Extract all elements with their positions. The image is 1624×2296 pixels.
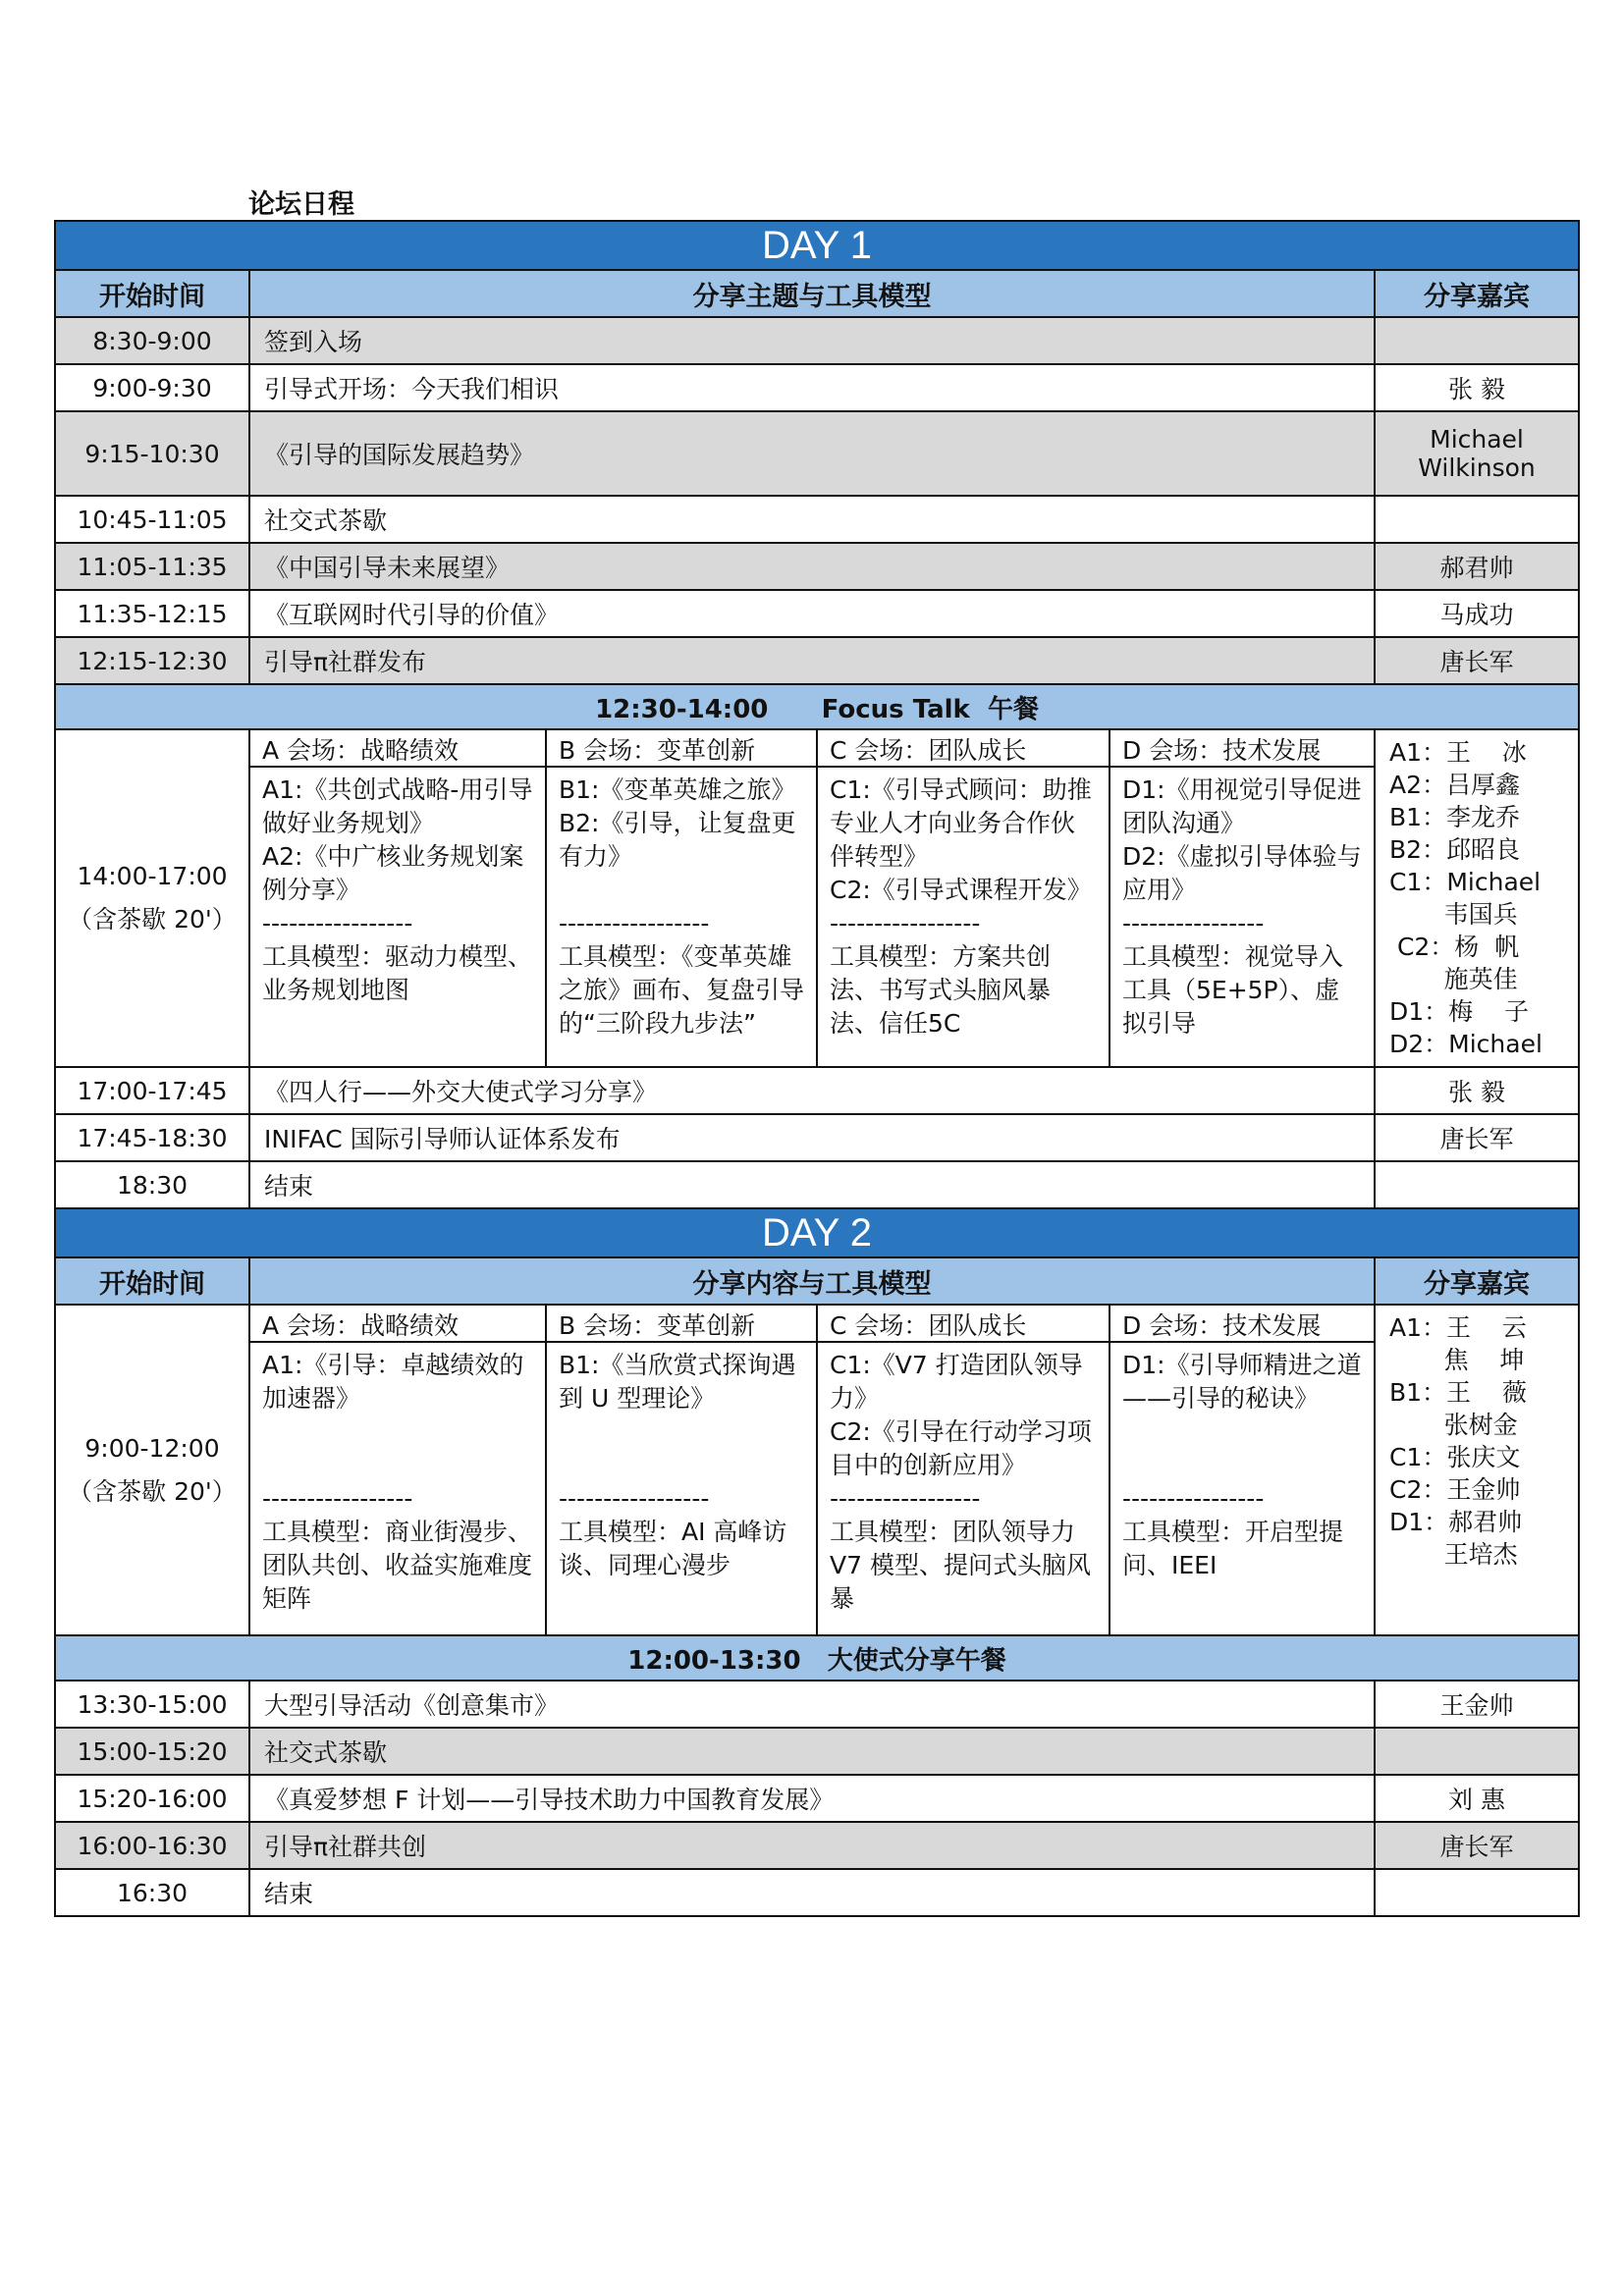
lunch-row	[55, 684, 1579, 729]
header-time: 开始时间	[55, 270, 249, 317]
venue-a-cell	[249, 1305, 546, 1635]
tool-models: 工具模型：AI 高峰访谈、同理心漫步	[559, 1518, 787, 1579]
speaker-cell: 马成功	[1375, 590, 1579, 637]
topic-cell: 结束	[249, 1869, 1375, 1916]
schedule-row	[55, 317, 1579, 364]
time-cell: 9:15-10:30	[55, 411, 249, 496]
header-speaker: 分享嘉宾	[1375, 270, 1579, 317]
speaker-cell: 张 毅	[1375, 1067, 1579, 1114]
schedule-table	[54, 220, 1580, 1917]
schedule-row	[55, 411, 1579, 496]
breakout-row	[55, 729, 1579, 1067]
divider-dashes: ----------------	[1122, 909, 1265, 937]
session-list: C1:《引导式顾问：助推专业人才向业务合作伙伴转型》 C2:《引导式课程开发》	[830, 775, 1092, 904]
header-topic: 分享内容与工具模型	[249, 1257, 1375, 1305]
speaker-cell: 郝君帅	[1375, 543, 1579, 590]
divider-dashes: -----------------	[559, 909, 710, 937]
venue-a-title: A 会场：战略绩效	[250, 1306, 545, 1343]
venue-b-body	[547, 768, 816, 1050]
page-title: 论坛日程	[248, 189, 354, 220]
header-row	[55, 270, 1579, 317]
speaker-cell: 王金帅	[1375, 1681, 1579, 1728]
breakout-time-block	[56, 1427, 248, 1514]
header-speaker: 分享嘉宾	[1375, 1257, 1579, 1305]
divider-dashes: -----------------	[262, 909, 413, 937]
breakout-time-note: （含茶歇 20'）	[68, 1476, 237, 1506]
venue-d-body	[1110, 1343, 1374, 1592]
venue-b-cell	[546, 729, 817, 1067]
schedule-row	[55, 1822, 1579, 1869]
lunch-row	[55, 1635, 1579, 1681]
schedule-row	[55, 1067, 1579, 1114]
lunch-label: 12:00-13:30 大使式分享午餐	[627, 1645, 1006, 1676]
venue-b-cell	[546, 1305, 817, 1635]
schedule-row	[55, 1114, 1579, 1161]
divider-dashes: -----------------	[830, 1484, 981, 1513]
time-cell: 18:30	[55, 1161, 249, 1208]
topic-cell: 大型引导活动《创意集市》	[249, 1681, 1375, 1728]
header-topic: 分享主题与工具模型	[249, 270, 1375, 317]
speaker-cell: 唐长军	[1375, 1822, 1579, 1869]
session-list: A1:《共创式战略-用引导做好业务规划》 A2:《中广核业务规划案例分享》	[262, 775, 533, 904]
tool-models: 工具模型：视觉导入工具（5E+5P）、虚拟引导	[1122, 942, 1344, 1038]
session-list: B1:《变革英雄之旅》 B2:《引导，让复盘更有力》	[559, 775, 796, 871]
divider-dashes: -----------------	[262, 1484, 413, 1513]
venue-d-cell	[1110, 729, 1375, 1067]
topic-cell: INIFAC 国际引导师认证体系发布	[249, 1114, 1375, 1161]
breakout-speakers: A1：王 冰 A2：吕厚鑫 B1：李龙乔 B2：邱昭良 C1：Michael 韦国兵 C2：杨 帆 施英佳 D1：梅 子 D2：Michael	[1389, 738, 1543, 1058]
time-cell: 16:00-16:30	[55, 1822, 249, 1869]
time-cell: 12:15-12:30	[55, 637, 249, 684]
session-list: C1:《V7 打造团队领导力》 C2:《引导在行动学习项目中的创新应用》	[830, 1351, 1092, 1479]
lunch-band	[55, 1635, 1579, 1681]
time-cell: 9:00-9:30	[55, 364, 249, 411]
time-cell: 11:05-11:35	[55, 543, 249, 590]
time-cell: 17:00-17:45	[55, 1067, 249, 1114]
topic-cell: 《中国引导未来展望》	[249, 543, 1375, 590]
tool-models: 工具模型：《变革英雄之旅》画布、复盘引导的“三阶段九步法”	[559, 942, 805, 1038]
topic-cell: 结束	[249, 1161, 1375, 1208]
speaker-cell: Michael Wilkinson	[1375, 411, 1579, 496]
venue-c-cell	[817, 1305, 1110, 1635]
breakout-time-cell	[55, 1305, 249, 1635]
divider-dashes: -----------------	[830, 909, 981, 937]
venue-c-title: C 会场：团队成长	[818, 730, 1109, 768]
breakout-speakers-cell	[1375, 729, 1579, 1067]
session-list: B1:《当欣赏式探询遇到 U 型理论》	[559, 1351, 796, 1413]
session-list: D1:《用视觉引导促进团队沟通》 D2:《虚拟引导体验与应用》	[1122, 775, 1362, 904]
breakout-time: 9:00-12:00	[84, 1433, 220, 1463]
topic-cell: 《真爱梦想 F 计划——引导技术助力中国教育发展》	[249, 1775, 1375, 1822]
venue-d-title: D 会场：技术发展	[1110, 730, 1374, 768]
day-banner-row	[55, 1208, 1579, 1257]
topic-cell: 《引导的国际发展趋势》	[249, 411, 1375, 496]
time-cell: 15:20-16:00	[55, 1775, 249, 1822]
lunch-label: 12:30-14:00 Focus Talk 午餐	[595, 694, 1039, 724]
breakout-speakers: A1：王 云 焦 坤 B1：王 薇 张树金 C1：张庆文 C2：王金帅 D1：郝君帅 王培杰	[1389, 1313, 1527, 1569]
venue-a-cell	[249, 729, 546, 1067]
schedule-row	[55, 590, 1579, 637]
schedule-row	[55, 364, 1579, 411]
breakout-speakers-cell	[1375, 1305, 1579, 1635]
day-banner-row	[55, 221, 1579, 270]
session-list: A1:《引导：卓越绩效的加速器》	[262, 1351, 524, 1413]
time-cell: 16:30	[55, 1869, 249, 1916]
speaker-cell	[1375, 1869, 1579, 1916]
breakout-row	[55, 1305, 1579, 1635]
speaker-cell	[1375, 1161, 1579, 1208]
venue-d-body	[1110, 768, 1374, 1050]
tool-models: 工具模型：方案共创法、书写式头脑风暴法、信任5C	[830, 942, 1052, 1038]
breakout-time: 14:00-17:00	[77, 862, 228, 890]
divider-dashes: -----------------	[559, 1484, 710, 1513]
venue-b-body	[547, 1343, 816, 1592]
schedule-row	[55, 1728, 1579, 1775]
speaker-cell: 张 毅	[1375, 364, 1579, 411]
topic-cell: 引导π社群共创	[249, 1822, 1375, 1869]
lunch-band	[55, 684, 1579, 729]
schedule-row	[55, 1161, 1579, 1208]
tool-models: 工具模型：驱动力模型、业务规划地图	[262, 942, 533, 1004]
header-row	[55, 1257, 1579, 1305]
topic-cell: 引导π社群发布	[249, 637, 1375, 684]
topic-cell: 《互联网时代引导的价值》	[249, 590, 1375, 637]
schedule-row	[55, 637, 1579, 684]
topic-cell: 引导式开场：今天我们相识	[249, 364, 1375, 411]
schedule-row	[55, 543, 1579, 590]
topic-cell: 社交式茶歇	[249, 496, 1375, 543]
schedule-row	[55, 496, 1579, 543]
divider-dashes: ----------------	[1122, 1484, 1265, 1513]
topic-cell: 《四人行——外交大使式学习分享》	[249, 1067, 1375, 1114]
speaker-cell	[1375, 317, 1579, 364]
venue-a-title: A 会场：战略绩效	[250, 730, 545, 768]
time-cell: 8:30-9:00	[55, 317, 249, 364]
session-list: D1:《引导师精进之道——引导的秘诀》	[1122, 1351, 1362, 1413]
topic-cell: 签到入场	[249, 317, 1375, 364]
venue-c-cell	[817, 729, 1110, 1067]
speaker-cell	[1375, 496, 1579, 543]
header-time: 开始时间	[55, 1257, 249, 1305]
breakout-time-block	[56, 855, 248, 941]
time-cell: 15:00-15:20	[55, 1728, 249, 1775]
topic-cell: 社交式茶歇	[249, 1728, 1375, 1775]
day-banner: DAY 2	[55, 1208, 1579, 1257]
schedule-row	[55, 1869, 1579, 1916]
speaker-cell: 刘 惠	[1375, 1775, 1579, 1822]
tool-models: 工具模型：开启型提问、IEEI	[1122, 1518, 1344, 1579]
venue-c-body	[818, 768, 1109, 1050]
time-cell: 10:45-11:05	[55, 496, 249, 543]
speaker-cell: 唐长军	[1375, 1114, 1579, 1161]
schedule-row	[55, 1775, 1579, 1822]
venue-c-body	[818, 1343, 1109, 1626]
day-banner: DAY 1	[55, 221, 1579, 270]
speaker-cell: 唐长军	[1375, 637, 1579, 684]
venue-a-body	[250, 1343, 545, 1626]
venue-d-cell	[1110, 1305, 1375, 1635]
venue-b-title: B 会场：变革创新	[547, 1306, 816, 1343]
tool-models: 工具模型：商业街漫步、团队共创、收益实施难度矩阵	[262, 1518, 533, 1613]
time-cell: 13:30-15:00	[55, 1681, 249, 1728]
venue-b-title: B 会场：变革创新	[547, 730, 816, 768]
time-cell: 17:45-18:30	[55, 1114, 249, 1161]
schedule-row	[55, 1681, 1579, 1728]
venue-a-body	[250, 768, 545, 1017]
venue-c-title: C 会场：团队成长	[818, 1306, 1109, 1343]
time-cell: 11:35-12:15	[55, 590, 249, 637]
breakout-time-cell	[55, 729, 249, 1067]
venue-d-title: D 会场：技术发展	[1110, 1306, 1374, 1343]
speaker-cell	[1375, 1728, 1579, 1775]
breakout-time-note: （含茶歇 20'）	[68, 905, 237, 934]
tool-models: 工具模型：团队领导力V7 模型、提问式头脑风暴	[830, 1518, 1091, 1613]
